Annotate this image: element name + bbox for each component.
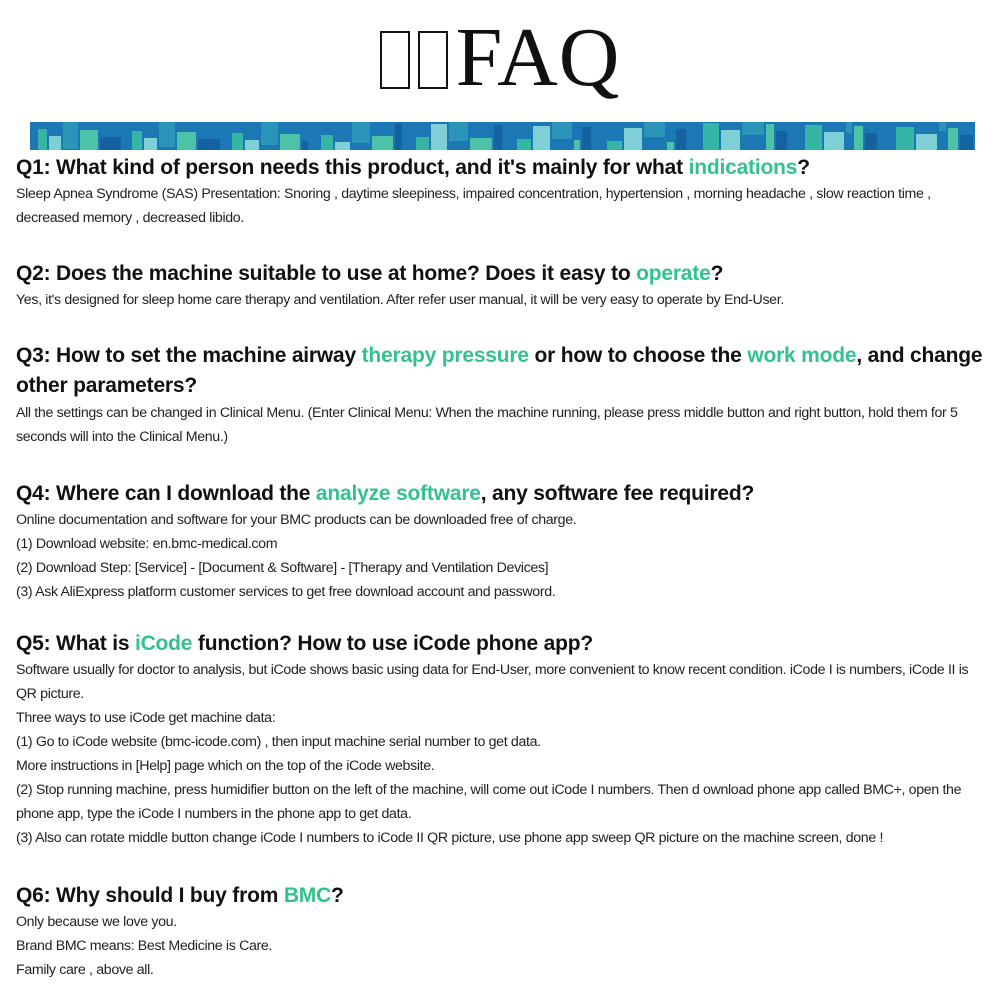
- faq-answer: [16, 910, 986, 982]
- question-text: , and change other parameters?: [16, 344, 983, 397]
- highlight-keyword: therapy pressure: [361, 344, 529, 367]
- banner-block: [431, 124, 447, 150]
- banner-block: [38, 129, 47, 150]
- banner-block: [593, 122, 605, 138]
- faq-question: [16, 260, 986, 288]
- answer-line: All the settings can be changed in Clinical Menu. (Enter Clinical Menu: When the machine running, please press middle button and right button, hold them for 5 seconds will into the Clinical Menu.): [16, 405, 958, 445]
- answer-line: Sleep Apnea Syndrome (SAS) Presentation: Snoring , daytime sleepiness, impaired concentration, hypertension , morning headache , slow reaction time , decreased memory , decreased libido.: [16, 186, 931, 226]
- banner-block: [939, 122, 946, 131]
- banner-block: [960, 135, 973, 150]
- banner-block: [721, 130, 740, 150]
- banner-block: [574, 140, 580, 150]
- banner-block: [644, 122, 665, 137]
- banner-block: [159, 122, 175, 147]
- highlight-keyword: iCode: [134, 632, 193, 655]
- banner-block: [805, 125, 822, 150]
- banner-pattern: [30, 122, 975, 150]
- question-text: or how to choose the: [528, 344, 748, 367]
- faq-item-2: [16, 260, 986, 312]
- banner-block: [896, 127, 914, 150]
- highlight-keyword: indications: [688, 156, 798, 179]
- answer-line: Family care , above all.: [16, 962, 154, 978]
- banner-block: [865, 133, 877, 150]
- banner-block: [352, 122, 370, 143]
- banner-block: [504, 122, 515, 140]
- banner-block: [494, 125, 502, 150]
- answer-line: Three ways to use iCode get machine data:: [16, 710, 276, 726]
- question-text: Q6: Why should I buy from: [16, 884, 284, 907]
- faq-answer: [16, 658, 986, 850]
- highlight-keyword: work mode: [747, 344, 857, 367]
- faq-question: [16, 154, 986, 182]
- answer-line: Brand BMC means: Best Medicine is Care.: [16, 938, 273, 954]
- missing-glyph-box: [418, 31, 448, 89]
- banner-block: [624, 128, 642, 150]
- answer-line: (2) Download Step: [Service] - [Document & Software] - [Therapy and Ventilation Devices]: [16, 560, 549, 576]
- faq-item-6: [16, 882, 986, 982]
- banner-block: [948, 128, 958, 150]
- highlight-keyword: BMC: [283, 884, 332, 907]
- banner-block: [321, 135, 333, 150]
- banner-block: [582, 127, 591, 150]
- banner-block: [80, 130, 98, 150]
- banner-block: [676, 129, 686, 150]
- faq-answer: [16, 508, 986, 604]
- banner-block: [517, 139, 531, 150]
- answer-line: Software usually for doctor to analysis, but iCode shows basic using data for End-User, more convenient to know recent condition. iCode I is numbers, iCode II is QR picture.: [16, 662, 969, 702]
- highlight-keyword: operate: [636, 262, 711, 285]
- banner-block: [404, 122, 414, 142]
- banner-block: [607, 141, 622, 150]
- question-text: ?: [797, 156, 810, 179]
- page-title-text: FAQ: [455, 11, 621, 104]
- faq-item-3: [16, 341, 986, 449]
- answer-line: Online documentation and software for your BMC products can be downloaded free of charge.: [16, 512, 577, 528]
- banner-block: [742, 122, 764, 135]
- banner-block: [916, 134, 937, 150]
- faq-question: [16, 882, 986, 910]
- banner-block: [372, 136, 393, 150]
- banner-block: [261, 122, 278, 145]
- banner-block: [703, 123, 719, 150]
- banner-block: [100, 137, 121, 150]
- banner-block: [302, 141, 308, 150]
- banner-block: [667, 142, 674, 150]
- answer-line: (2) Stop running machine, press humidifier button on the left of the machine, will come out iCode I numbers. Then d ownload phone app called BMC+, open the phone app, type the iCode I numbers in the phone app to get data.: [16, 782, 962, 822]
- banner-block: [132, 131, 142, 150]
- question-text: function? How to use iCode phone app?: [192, 632, 593, 655]
- question-text: ?: [710, 262, 724, 285]
- banner-block: [177, 132, 196, 150]
- faq-question: [16, 341, 986, 401]
- faq-question: [16, 630, 986, 658]
- banner-block: [335, 142, 350, 150]
- banner-block: [49, 136, 61, 150]
- banner-block: [395, 123, 402, 150]
- decorative-banner: [30, 122, 975, 150]
- banner-block: [789, 122, 803, 134]
- answer-line: (3) Also can rotate middle button change iCode I numbers to iCode II QR picture, use phone app sweep QR picture on the machine screen, done !: [16, 830, 884, 846]
- faq-item-5: [16, 630, 986, 850]
- missing-glyph-box: [380, 31, 410, 89]
- banner-block: [123, 122, 130, 148]
- answer-line: (3) Ask AliExpress platform customer services to get free download account and password.: [16, 584, 556, 600]
- banner-block: [222, 122, 230, 146]
- question-text: ?: [331, 884, 344, 907]
- answer-line: Yes, it's designed for sleep home care therapy and ventilation. After refer user manual, it will be very easy to operate by End-User.: [16, 292, 784, 308]
- banner-block: [846, 122, 852, 133]
- banner-block: [776, 131, 787, 150]
- banner-block: [245, 140, 259, 150]
- answer-line: (1) Download website: en.bmc-medical.com: [16, 536, 278, 552]
- page-title: [0, 8, 1000, 108]
- question-text: Q4: Where can I download the: [16, 482, 316, 505]
- faq-answer: [16, 401, 986, 449]
- banner-block: [824, 132, 844, 150]
- banner-block: [63, 122, 78, 149]
- answer-line: Only because we love you.: [16, 914, 177, 930]
- banner-block: [310, 122, 319, 144]
- banner-block: [766, 124, 774, 150]
- question-text: Q2: Does the machine suitable to use at home? Does it easy to: [16, 262, 637, 285]
- banner-block: [280, 134, 300, 150]
- banner-block: [552, 122, 572, 139]
- question-text: Q3: How to set the machine airway: [16, 344, 362, 367]
- banner-block: [416, 137, 429, 150]
- faq-item-4: [16, 480, 986, 604]
- banner-block: [198, 139, 220, 150]
- answer-line: More instructions in [Help] page which on the top of the iCode website.: [16, 758, 435, 774]
- banner-block: [533, 126, 550, 150]
- question-text: Q1: What kind of person needs this product, and it's mainly for what: [16, 156, 689, 179]
- banner-block: [30, 122, 36, 130]
- faq-item-1: [16, 154, 986, 230]
- banner-block: [879, 122, 894, 132]
- banner-block: [470, 138, 492, 150]
- highlight-keyword: analyze software: [315, 482, 481, 505]
- faq-answer: [16, 288, 986, 312]
- answer-line: (1) Go to iCode website (bmc-icode.com) , then input machine serial number to get data.: [16, 734, 541, 750]
- banner-block: [688, 122, 701, 136]
- question-text: , any software fee required?: [480, 482, 755, 505]
- question-text: Q5: What is: [16, 632, 135, 655]
- banner-block: [854, 126, 863, 150]
- banner-block: [144, 138, 157, 150]
- banner-block: [449, 122, 468, 141]
- faq-answer: [16, 182, 986, 230]
- banner-block: [232, 133, 243, 150]
- faq-question: [16, 480, 986, 508]
